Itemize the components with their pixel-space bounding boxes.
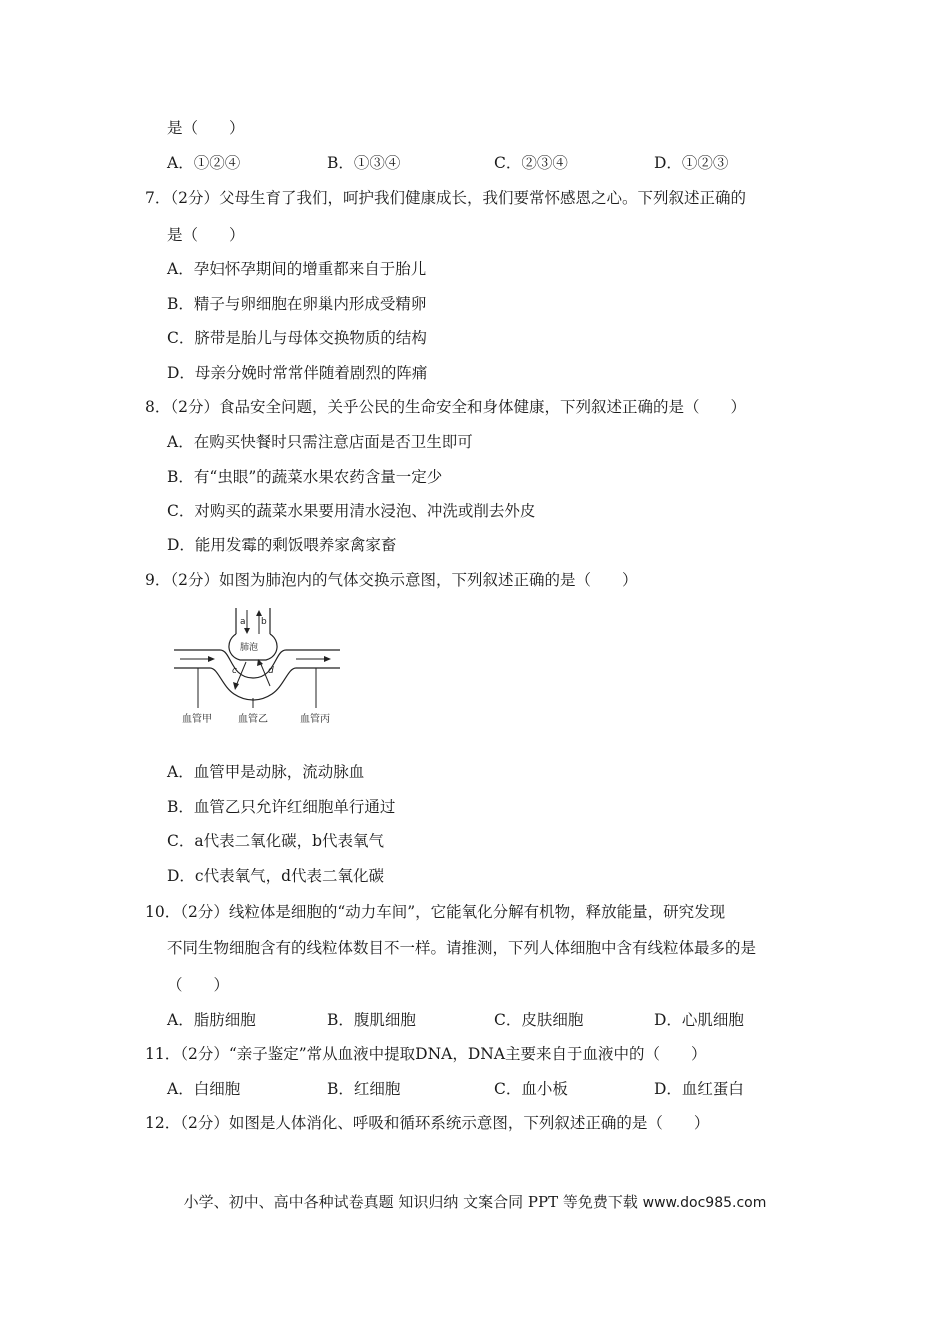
- label-vessel-jia: 血管甲: [182, 714, 212, 725]
- q6-option-a: A．①②④: [167, 154, 241, 172]
- q9-option-b: B．血管乙只允许红细胞单行通过: [167, 798, 396, 816]
- q11-option-b: B．红细胞: [327, 1080, 401, 1098]
- q8-option-d: D．能用发霉的剩饭喂养家禽家畜: [167, 536, 397, 554]
- q7-option-b: B．精子与卵细胞在卵巢内形成受精卵: [167, 295, 427, 313]
- alveolus-gas-exchange-figure: [168, 606, 348, 728]
- q7-option-c: C．脐带是胎儿与母体交换物质的结构: [167, 329, 427, 347]
- q6-option-d: D．①②③: [654, 154, 729, 172]
- label-a: a: [240, 617, 246, 627]
- q10-option-b: B．腹肌细胞: [327, 1011, 416, 1029]
- q9-stem-line1: 9．（2分）如图为肺泡内的气体交换示意图，下列叙述正确的是（ ）: [145, 571, 638, 589]
- q8-stem-line1: 8．（2分）食品安全问题，关乎公民的生命安全和身体健康，下列叙述正确的是（ ）: [145, 398, 746, 416]
- footer-text: 小学、初中、高中各种试卷真题 知识归纳 文案合同 PPT 等免费下载: [183, 1193, 638, 1211]
- q8-option-b: B．有“虫眼”的蔬菜水果农药含量一定少: [167, 468, 443, 486]
- label-vessel-yi: 血管乙: [238, 714, 268, 725]
- q11-option-c: C．血小板: [494, 1080, 568, 1098]
- label-d: d: [268, 666, 274, 676]
- q8-option-c: C．对购买的蔬菜水果要用清水浸泡、冲洗或削去外皮: [167, 502, 536, 520]
- label-c: c: [232, 666, 237, 676]
- q10-option-c: C．皮肤细胞: [494, 1011, 584, 1029]
- footer-url[interactable]: www.doc985.com: [642, 1195, 767, 1211]
- q9-option-c: C．a代表二氧化碳，b代表氧气: [167, 832, 385, 850]
- q10-stem-line1: 10．（2分）线粒体是细胞的“动力车间”，它能氧化分解有机物，释放能量，研究发现: [145, 903, 726, 921]
- q6-option-c: C．②③④: [494, 154, 568, 172]
- q10-option-a: A．脂肪细胞: [167, 1011, 256, 1029]
- page-footer: [0, 1191, 950, 1214]
- q7-option-d: D．母亲分娩时常常伴随着剧烈的阵痛: [167, 364, 428, 382]
- q8-option-a: A．在购买快餐时只需注意店面是否卫生即可: [167, 433, 473, 451]
- q9-option-d: D．c代表氧气，d代表二氧化碳: [167, 867, 385, 885]
- q10-stem-line3: （ ）: [167, 976, 230, 994]
- q12-stem-line1: 12．（2分）如图是人体消化、呼吸和循环系统示意图，下列叙述正确的是（ ）: [145, 1114, 710, 1132]
- q9-option-a: A．血管甲是动脉，流动脉血: [167, 763, 365, 781]
- label-vessel-bing: 血管丙: [300, 714, 330, 725]
- q10-option-d: D．心肌细胞: [654, 1011, 744, 1029]
- q11-option-a: A．白细胞: [167, 1080, 241, 1098]
- q11-option-d: D．血红蛋白: [654, 1080, 744, 1098]
- q7-stem-line2: 是（ ）: [167, 226, 245, 244]
- q11-stem-line1: 11．（2分）“亲子鉴定”常从血液中提取DNA，DNA主要来自于血液中的（ ）: [145, 1045, 707, 1063]
- label-alveolus: 肺泡: [240, 643, 259, 653]
- q6-stem-continuation: 是（ ）: [167, 119, 245, 137]
- q7-stem-line1: 7．（2分）父母生育了我们，呵护我们健康成长，我们要常怀感恩之心。下列叙述正确的: [145, 189, 746, 207]
- label-b: b: [261, 617, 267, 627]
- q6-option-b: B．①③④: [327, 154, 401, 172]
- q7-option-a: A．孕妇怀孕期间的增重都来自于胎儿: [167, 260, 427, 278]
- q10-stem-line2: 不同生物细胞含有的线粒体数目不一样。请推测，下列人体细胞中含有线粒体最多的是: [167, 939, 757, 957]
